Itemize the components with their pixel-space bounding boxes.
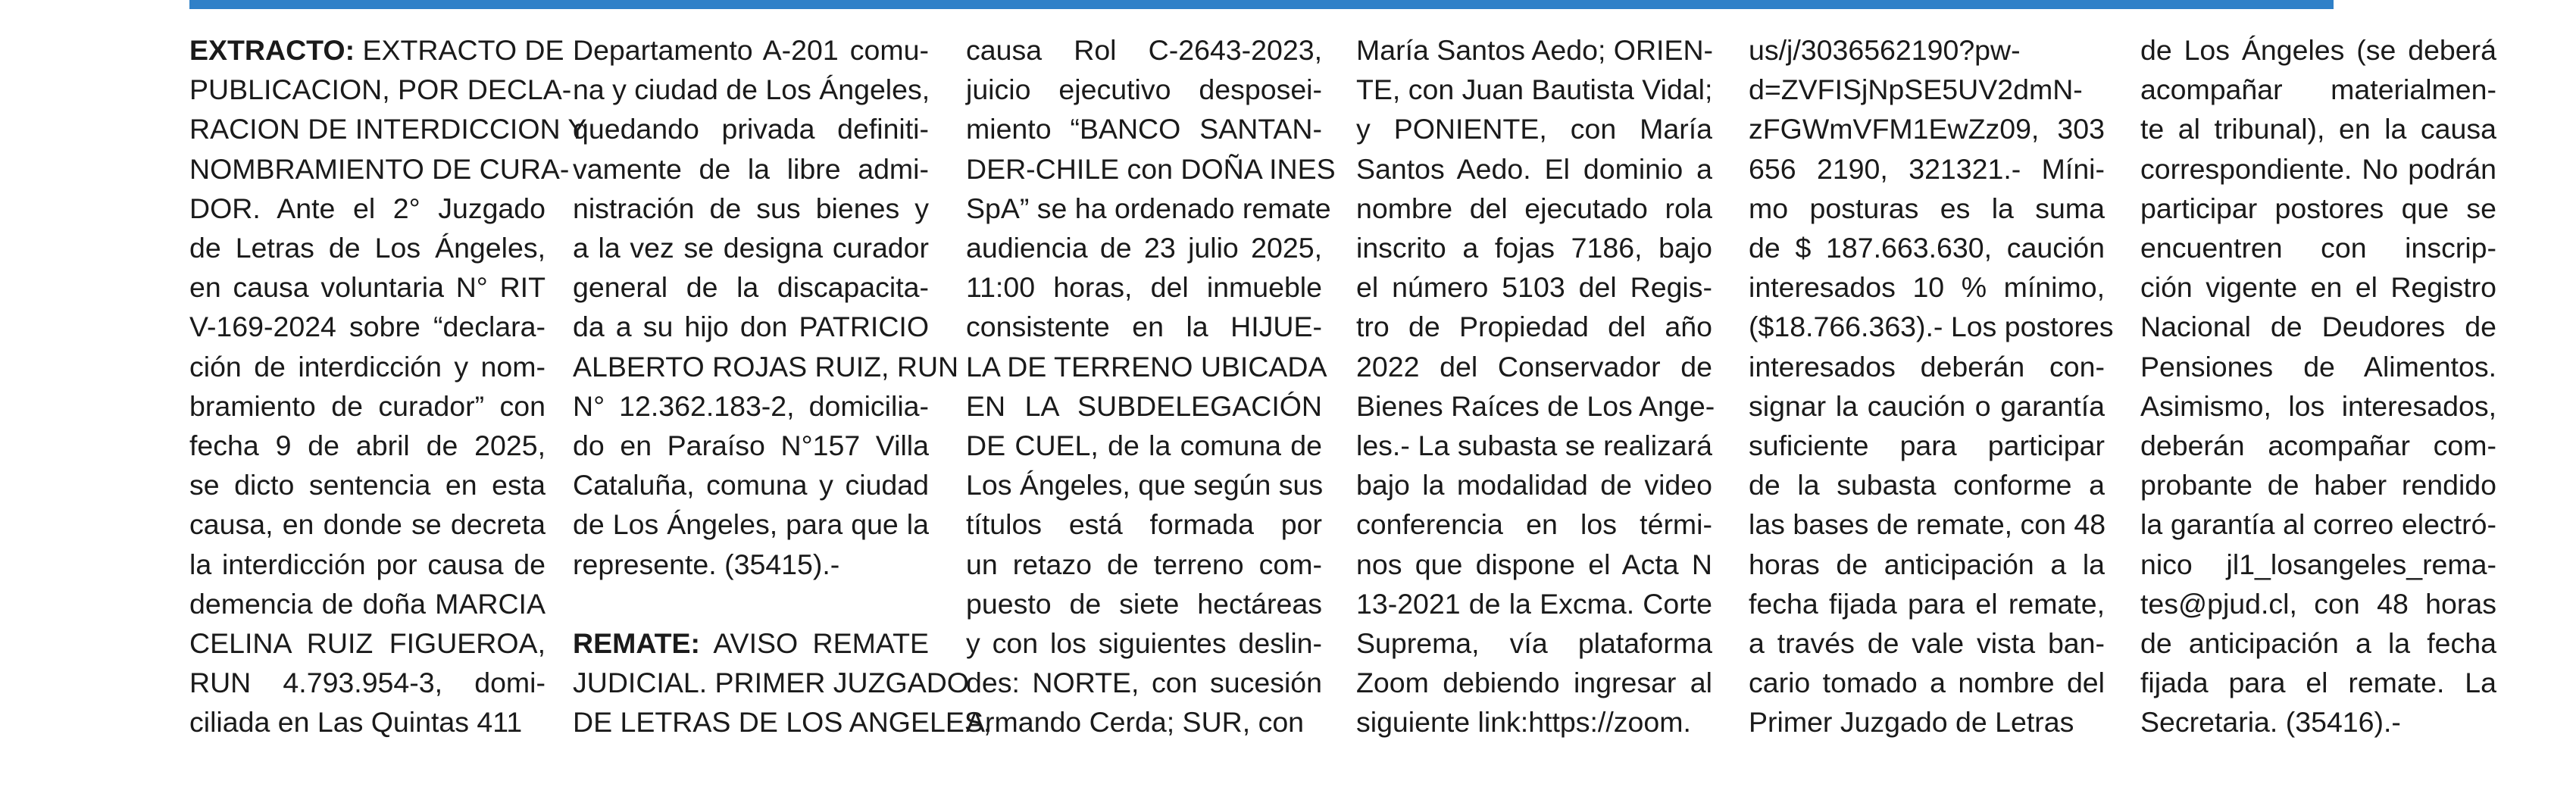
text-line: horas de anticipación a la [1749,548,2105,580]
text-line: acompañar materialmen- [2140,73,2496,106]
text-line: Zoom debiendo ingresar al [1356,667,1712,699]
text-line: causa, en donde se decreta [189,508,546,541]
text-line: DE LETRAS DE LOS ANGELES, [573,706,992,739]
text-line: y con los siguientes deslin- [966,627,1322,660]
text-line: 11:00 horas, del inmueble [966,271,1322,304]
text-line: Pensiones de Alimentos. [2140,350,2496,383]
column-2 [573,30,992,742]
text-line: signar la caución o garantía [1749,389,2105,422]
text-line: cario tomado a nombre del [1749,667,2105,699]
text-line: Nacional de Deudores de [2140,311,2496,343]
text-line: zFGWmVFM1EwZz09, 303 [1749,113,2105,145]
text-line: 2022 del Conservador de [1356,350,1712,383]
text-line: V-169-2024 sobre “declara- [189,311,546,343]
text-line: ALBERTO ROJAS RUIZ, RUN [573,350,959,383]
text-line: da a su hijo don PATRICIO [573,311,929,343]
notice-heading: REMATE: [573,626,701,659]
text-line: el número 5103 del Regis- [1356,271,1712,304]
text-line: Santos Aedo. El dominio a [1356,152,1712,185]
text-line: d=ZVFISjNpSE5UV2dmN- [1749,73,2083,106]
text-line: encuentren con inscrip- [2140,232,2496,264]
text-line: de $ 187.663.630, caución [1749,232,2105,264]
text-line: de Los Ángeles, para que la [573,508,929,541]
text-line: ción de interdicción y nom- [189,350,546,383]
text-line: siguiente link:https://zoom. [1356,706,1691,739]
text-line: TE, con Juan Bautista Vidal; [1356,73,1713,106]
paragraph-gap [573,584,929,623]
text-line: N° 12.362.183-2, domicilia- [573,389,929,422]
text-line: Bienes Raíces de Los Ange- [1356,389,1715,422]
text-line: en causa voluntaria N° RIT [189,271,546,304]
text-line: DOR. Ante el 2° Juzgado [189,192,546,224]
notice-heading: EXTRACTO: [189,34,355,66]
text-line: un retazo de terreno com- [966,548,1322,580]
text-line: Secretaria. (35416).- [2140,706,2401,739]
text-line: la garantía al correo electró- [2140,508,2496,541]
column-6 [2140,30,2496,742]
text-line: mo posturas es la suma [1749,192,2105,224]
text-line: suficiente para participar [1749,430,2105,462]
text-line: des: NORTE, con sucesión [966,667,1322,699]
text-line: participar postores que se [2140,192,2496,224]
text-line: interesados deberán con- [1749,350,2105,383]
text-line: interesados 10 % mínimo, [1749,271,2105,304]
text-line: inscrito a fojas 7186, bajo [1356,232,1712,264]
heading-line-text: EXTRACTO DE [355,34,564,66]
text-line: JUDICIAL. PRIMER JUZGADO [573,667,969,699]
text-line: RACION DE INTERDICCION Y [189,113,587,145]
text-line: fecha fijada para el remate, [1749,587,2105,620]
text-line: represente. (35415).- [573,548,840,580]
text-line: do en Paraíso N°157 Villa [573,430,929,462]
text-line: nombre del ejecutado rola [1356,192,1712,224]
text-line: nistración de sus bienes y [573,192,929,224]
text-line: bajo la modalidad de video [1356,469,1712,501]
text-line: 13-2021 de la Excma. Corte [1356,587,1712,620]
text-line: vamente de la libre admi- [573,152,929,185]
column-5 [1749,30,2114,742]
text-line: na y ciudad de Los Ángeles, [573,73,930,106]
text-line: 656 2190, 321321.- Míni- [1749,152,2105,185]
text-line: LA DE TERRENO UBICADA [966,350,1327,383]
text-line: DER-CHILE con DOÑA INES [966,152,1336,185]
text-line: conferencia en los térmi- [1356,508,1712,541]
text-line: a la vez se designa curador [573,232,929,264]
text-line: juicio ejecutivo desposei- [966,73,1322,106]
text-line: causa Rol C-2643-2023, [966,34,1322,66]
text-line: la interdicción por causa de [189,548,546,580]
text-line: us/j/3036562190?pw- [1749,34,2021,66]
top-rule [189,0,2334,9]
text-line: Armando Cerda; SUR, con [966,706,1305,739]
text-line: las bases de remate, con 48 [1749,508,2106,541]
text-line: Primer Juzgado de Letras [1749,706,2074,739]
text-line: probante de haber rendido [2140,469,2496,501]
heading-line-text: AVISO REMATE [700,626,929,659]
text-line: les.- La subasta se realizará [1356,430,1712,462]
column-3 [966,30,1336,742]
text-line: de anticipación a la fecha [2140,627,2496,660]
text-line: María Santos Aedo; ORIEN- [1356,34,1714,66]
column-1 [189,30,587,742]
text-line: títulos está formada por [966,508,1322,541]
text-line: CELINA RUIZ FIGUEROA, [189,627,546,660]
text-line [189,30,564,70]
text-line: nos que dispone el Acta N [1356,548,1712,580]
text-line: te al tribunal), en la causa [2140,113,2496,145]
text-line: ciliada en Las Quintas 411 [189,706,523,739]
text-line [573,623,929,663]
text-line: deberán acompañar com- [2140,430,2496,462]
text-line: miento “BANCO SANTAN- [966,113,1322,145]
text-line: Departamento A-201 comu- [573,34,929,66]
text-line: general de la discapacita- [573,271,929,304]
column-4 [1356,30,1715,742]
text-line: nico jl1_losangeles_rema- [2140,548,2496,580]
text-line: se dicto sentencia en esta [189,469,546,501]
text-line: tes@pjud.cl, con 48 horas [2140,587,2496,620]
text-line: de Letras de Los Ángeles, [189,232,546,264]
text-line: Suprema, vía plataforma [1356,627,1712,660]
text-line: quedando privada definiti- [573,113,929,145]
text-line: correspondiente. No podrán [2140,152,2496,185]
text-line: puesto de siete hectáreas [966,587,1322,620]
text-line: RUN 4.793.954-3, domi- [189,667,546,699]
text-line: tro de Propiedad del año [1356,311,1712,343]
text-line: EN LA SUBDELEGACIÓN [966,389,1322,422]
text-line: Los Ángeles, que según sus [966,469,1324,501]
text-line: ción vigente en el Registro [2140,271,2496,304]
text-line: consistente en la HIJUE- [966,311,1322,343]
text-line: SpA” se ha ordenado remate [966,192,1331,224]
text-line: PUBLICACION, POR DECLA- [189,73,572,106]
text-line: y PONIENTE, con María [1356,113,1712,145]
text-line: demencia de doña MARCIA [189,587,546,620]
text-line: audiencia de 23 julio 2025, [966,232,1322,264]
text-line: de Los Ángeles (se deberá [2140,34,2496,66]
text-line: bramiento de curador” con [189,389,546,422]
text-line: NOMBRAMIENTO DE CURA- [189,152,570,185]
text-line: fijada para el remate. La [2140,667,2496,699]
text-line: DE CUEL, de la comuna de [966,430,1322,462]
text-line: Asimismo, los interesados, [2140,389,2496,422]
text-line: a través de vale vista ban- [1749,627,2105,660]
text-line: ($18.766.363).- Los postores [1749,311,2114,343]
text-line: de la subasta conforme a [1749,469,2105,501]
text-line: Cataluña, comuna y ciudad [573,469,929,501]
text-line: fecha 9 de abril de 2025, [189,430,546,462]
